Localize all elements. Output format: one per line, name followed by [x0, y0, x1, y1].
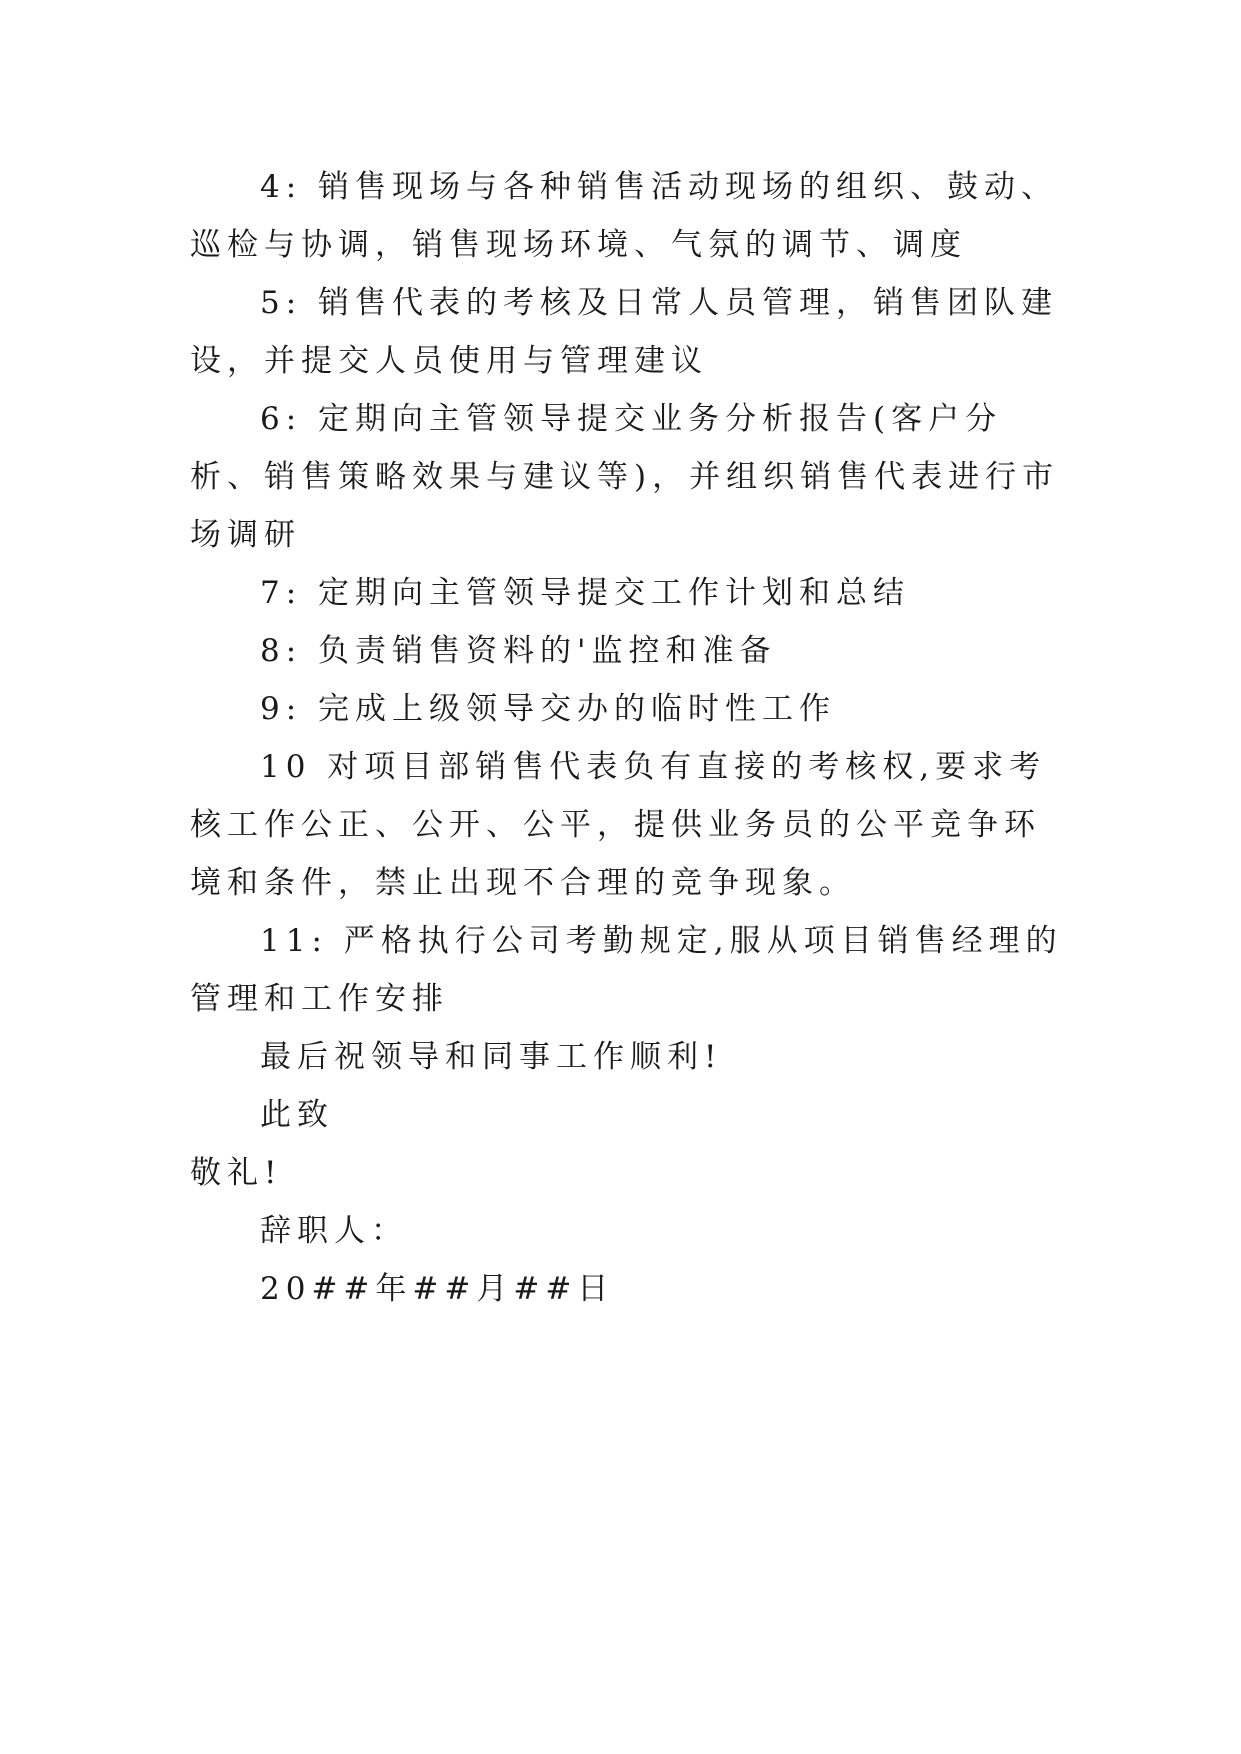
closing-jing-li: 敬礼!	[190, 1155, 283, 1191]
duty-item-11: 11: 严格执行公司考勤规定,服从项目销售经理的管理和工作安排	[190, 923, 1063, 1017]
duty-item-7: 7: 定期向主管领导提交工作计划和总结	[260, 575, 911, 611]
duty-item-6: 6: 定期向主管领导提交业务分析报告(客户分析、销售策略效果与建议等)，并组织销售代表进行市场调研	[190, 401, 1060, 553]
duty-item-8: 8: 负责销售资料的'监控和准备	[260, 633, 777, 669]
closing-wish: 最后祝领导和同事工作顺利!	[260, 1039, 723, 1075]
duty-item-10: 10 对项目部销售代表负有直接的考核权,要求考核工作公正、公开、公平，提供业务员的公平竞争环境和条件，禁止出现不合理的竞争现象。	[190, 749, 1047, 901]
duty-item-4: 4: 销售现场与各种销售活动现场的组织、鼓动、巡检与协调，销售现场环境、气氛的调节、调度	[190, 169, 1059, 263]
duty-item-9: 9: 完成上级领导交办的临时性工作	[260, 691, 837, 727]
signature-label: 辞职人：	[260, 1213, 408, 1249]
document-body	[190, 158, 1070, 1318]
signature-date: 20##年##月##日	[260, 1271, 615, 1307]
duty-item-5: 5: 销售代表的考核及日常人员管理，销售团队建设，并提交人员使用与管理建议	[190, 285, 1059, 379]
closing-ci-zhi: 此致	[260, 1097, 334, 1133]
